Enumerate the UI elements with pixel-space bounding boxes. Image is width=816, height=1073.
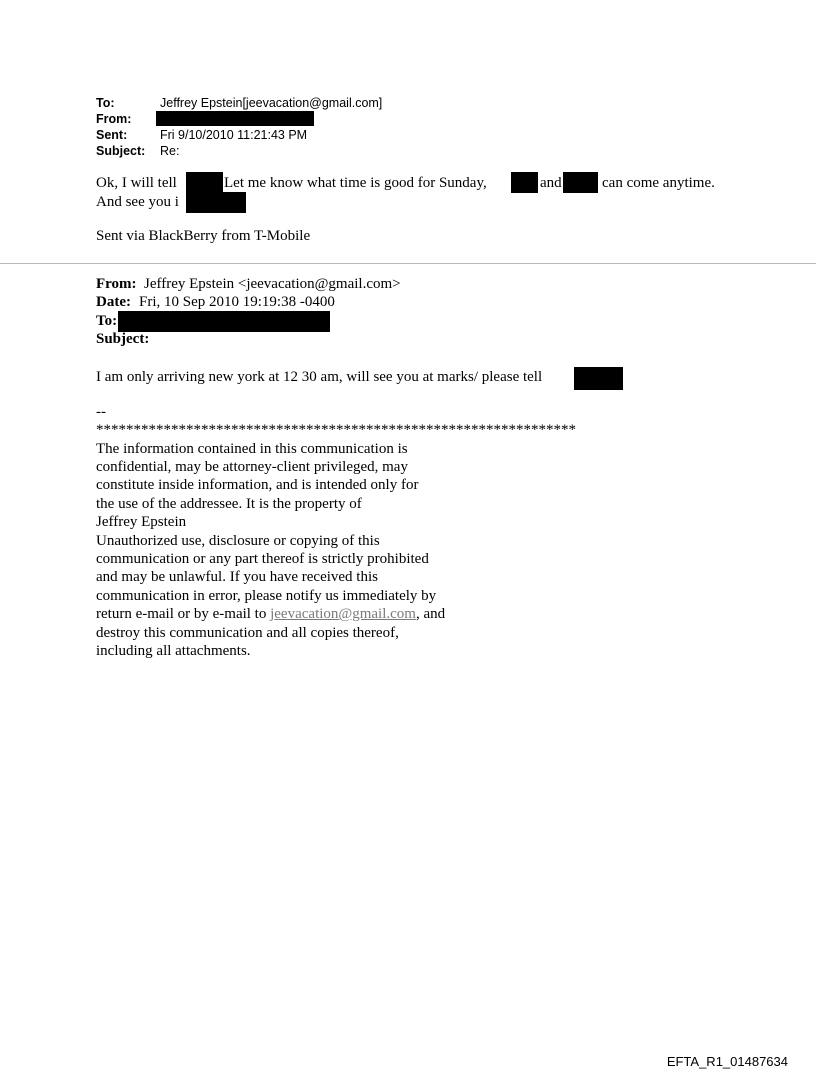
orig-to-label: To: [96, 313, 118, 329]
disclaimer-line: and may be unlawful. If you have received this [96, 569, 378, 585]
message-separator [0, 263, 816, 264]
redaction-reply-name-1 [186, 172, 223, 193]
reply-text-2a: And see you i [96, 194, 179, 210]
disclaimer-line: including all attachments. [96, 643, 251, 659]
disclaimer-line: communication in error, please notify us immediately by [96, 588, 437, 604]
disclaimer-line-email [96, 606, 445, 623]
redaction-reply-name-2 [511, 172, 538, 193]
reply-text-1a: Ok, I will tell [96, 175, 177, 191]
redaction-from [156, 111, 314, 126]
reply-text-1d: can come anytime. [602, 175, 715, 191]
sent-label: Sent: [96, 128, 128, 142]
reply-text-1b: Let me know what time is good for Sunday, [224, 175, 487, 191]
disclaimer-line-email-post: , and [415, 606, 446, 622]
disclaimer-line: constitute inside information, and is intended only for [96, 477, 419, 493]
orig-from-label: From: [96, 276, 137, 292]
disclaimer-line: Unauthorized use, disclosure or copying of this [96, 533, 380, 549]
disclaimer-stars: **************************************************************** [96, 422, 576, 438]
redaction-reply-place [186, 192, 246, 213]
redaction-reply-name-3 [563, 172, 598, 193]
orig-subject-label: Subject: [96, 331, 150, 347]
orig-date-label: Date: [96, 294, 131, 310]
redaction-orig-body [574, 367, 623, 390]
disclaimer-dashes: -- [96, 404, 106, 420]
to-value: Jeffrey Epstein[jeevacation@gmail.com] [160, 96, 383, 110]
orig-date-value: Fri, 10 Sep 2010 19:19:38 -0400 [139, 294, 335, 310]
subject-label: Subject: [96, 144, 146, 158]
orig-body: I am only arriving new york at 12 30 am, will see you at marks/ please tell [96, 369, 543, 385]
disclaimer-email-link[interactable]: jeevacation@gmail.com [270, 606, 416, 622]
subject-value: Re: [160, 144, 180, 158]
disclaimer-line: confidential, may be attorney-client privileged, may [96, 459, 408, 475]
disclaimer-line: Jeffrey Epstein [96, 514, 187, 530]
disclaimer-line: The information contained in this communication is [96, 441, 408, 457]
reply-signature: Sent via BlackBerry from T-Mobile [96, 228, 311, 244]
from-label: From: [96, 112, 132, 126]
reply-text-1c: and [540, 175, 562, 191]
orig-from-value: Jeffrey Epstein <jeevacation@gmail.com> [144, 276, 401, 292]
disclaimer-line-email-pre: return e-mail or by e-mail to [96, 606, 267, 622]
to-label: To: [96, 96, 115, 110]
disclaimer-line: communication or any part thereof is strictly prohibited [96, 551, 429, 567]
disclaimer-line: the use of the addressee. It is the property of [96, 496, 362, 512]
document-id: EFTA_R1_01487634 [666, 1054, 788, 1069]
redaction-orig-to [118, 311, 330, 332]
sent-value: Fri 9/10/2010 11:21:43 PM [160, 128, 308, 142]
disclaimer-line: destroy this communication and all copies thereof, [96, 625, 399, 641]
